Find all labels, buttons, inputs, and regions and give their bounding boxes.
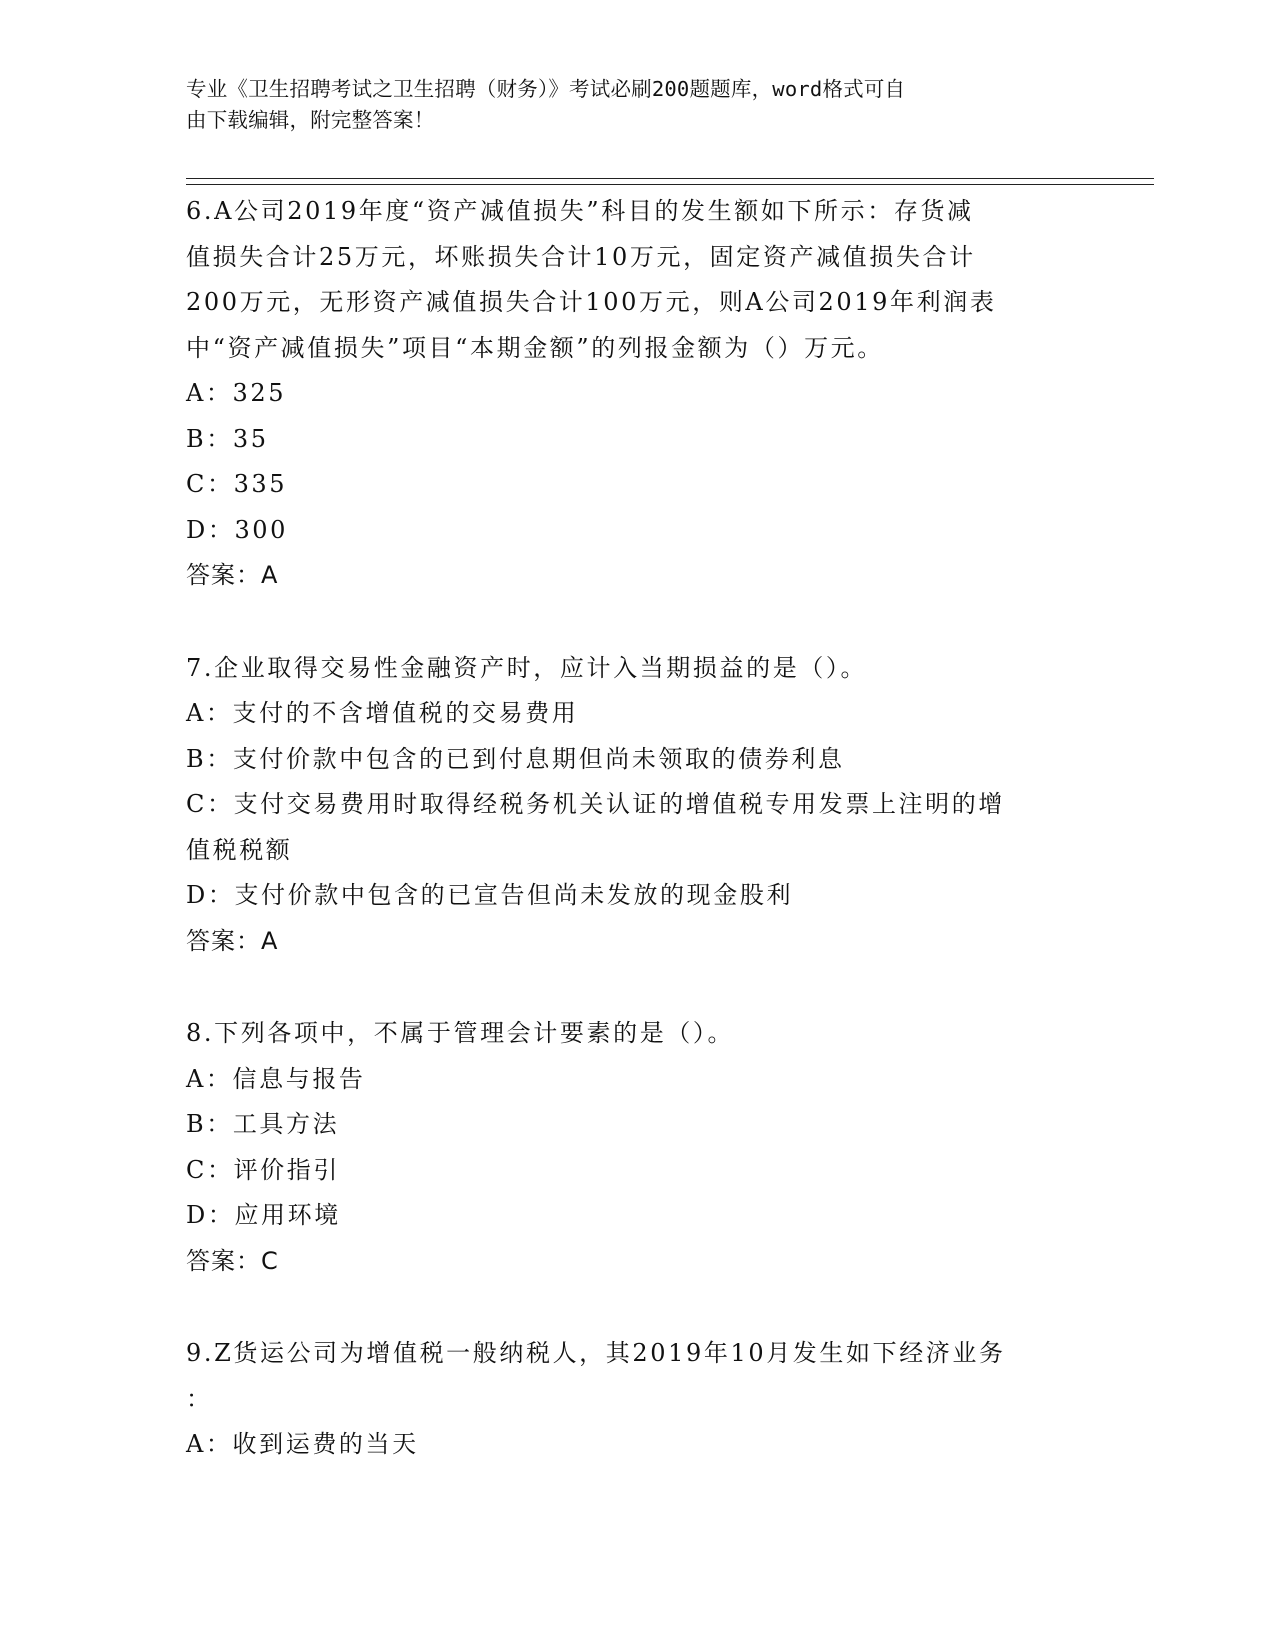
option-d: D：支付价款中包含的已宣告但尚未发放的现金股利 xyxy=(186,881,794,909)
question-9 xyxy=(186,1331,1086,1468)
option-c: C：335 xyxy=(186,470,288,498)
option-b: B：35 xyxy=(186,424,269,453)
header-line-1: 专业《卫生招聘考试之卫生招聘（财务）》考试必刷200题题库，word格式可自 xyxy=(186,77,906,101)
question-spacer xyxy=(186,1284,1086,1331)
option-a: A：信息与报告 xyxy=(186,1064,366,1093)
option-d: D：应用环境 xyxy=(186,1201,341,1229)
option-b: B：工具方法 xyxy=(186,1110,340,1138)
question-7 xyxy=(186,646,1086,965)
option-a: A：支付的不含增值税的交易费用 xyxy=(186,699,579,727)
question-stem-line: ： xyxy=(186,1384,213,1413)
option-a: A：325 xyxy=(186,379,287,407)
header-divider-bottom xyxy=(186,184,1154,185)
question-stem-line: 6.A公司2019年度“资产减值损失”科目的发生额如下所示：存货减 xyxy=(186,197,974,225)
header-line-2: 由下载编辑，附完整答案！ xyxy=(186,108,435,132)
answer-line: 答案：A xyxy=(186,561,279,589)
option-b: B：支付价款中包含的已到付息期但尚未领取的债券利息 xyxy=(186,744,845,773)
document-header xyxy=(186,74,1066,136)
header-divider-top xyxy=(186,178,1154,179)
question-stem-line: 9.Z货运公司为增值税一般纳税人，其2019年10月发生如下经济业务 xyxy=(186,1339,1006,1367)
question-stem-line: 8.下列各项中，不属于管理会计要素的是（）。 xyxy=(186,1019,735,1047)
question-6 xyxy=(186,189,1086,599)
option-c: C：支付交易费用时取得经税务机关认证的增值税专用发票上注明的增 值税税额 xyxy=(186,790,1005,864)
question-stem-line: 200万元，无形资产减值损失合计100万元，则A公司2019年利润表 xyxy=(186,288,997,316)
question-stem-line: 中“资产减值损失”项目“本期金额”的列报金额为（）万元。 xyxy=(186,333,884,362)
question-stem-line: 7.企业取得交易性金融资产时，应计入当期损益的是（）。 xyxy=(186,653,868,682)
question-spacer xyxy=(186,964,1086,1011)
question-8 xyxy=(186,1011,1086,1284)
option-a: A：收到运费的当天 xyxy=(186,1430,419,1458)
option-d: D：300 xyxy=(186,515,289,544)
option-c: C：评价指引 xyxy=(186,1155,340,1184)
question-spacer xyxy=(186,599,1086,646)
answer-line: 答案：C xyxy=(186,1246,279,1275)
question-stem-line: 值损失合计25万元，坏账损失合计10万元，固定资产减值损失合计 xyxy=(186,242,976,271)
answer-line: 答案：A xyxy=(186,926,279,955)
question-list xyxy=(186,189,1086,1468)
